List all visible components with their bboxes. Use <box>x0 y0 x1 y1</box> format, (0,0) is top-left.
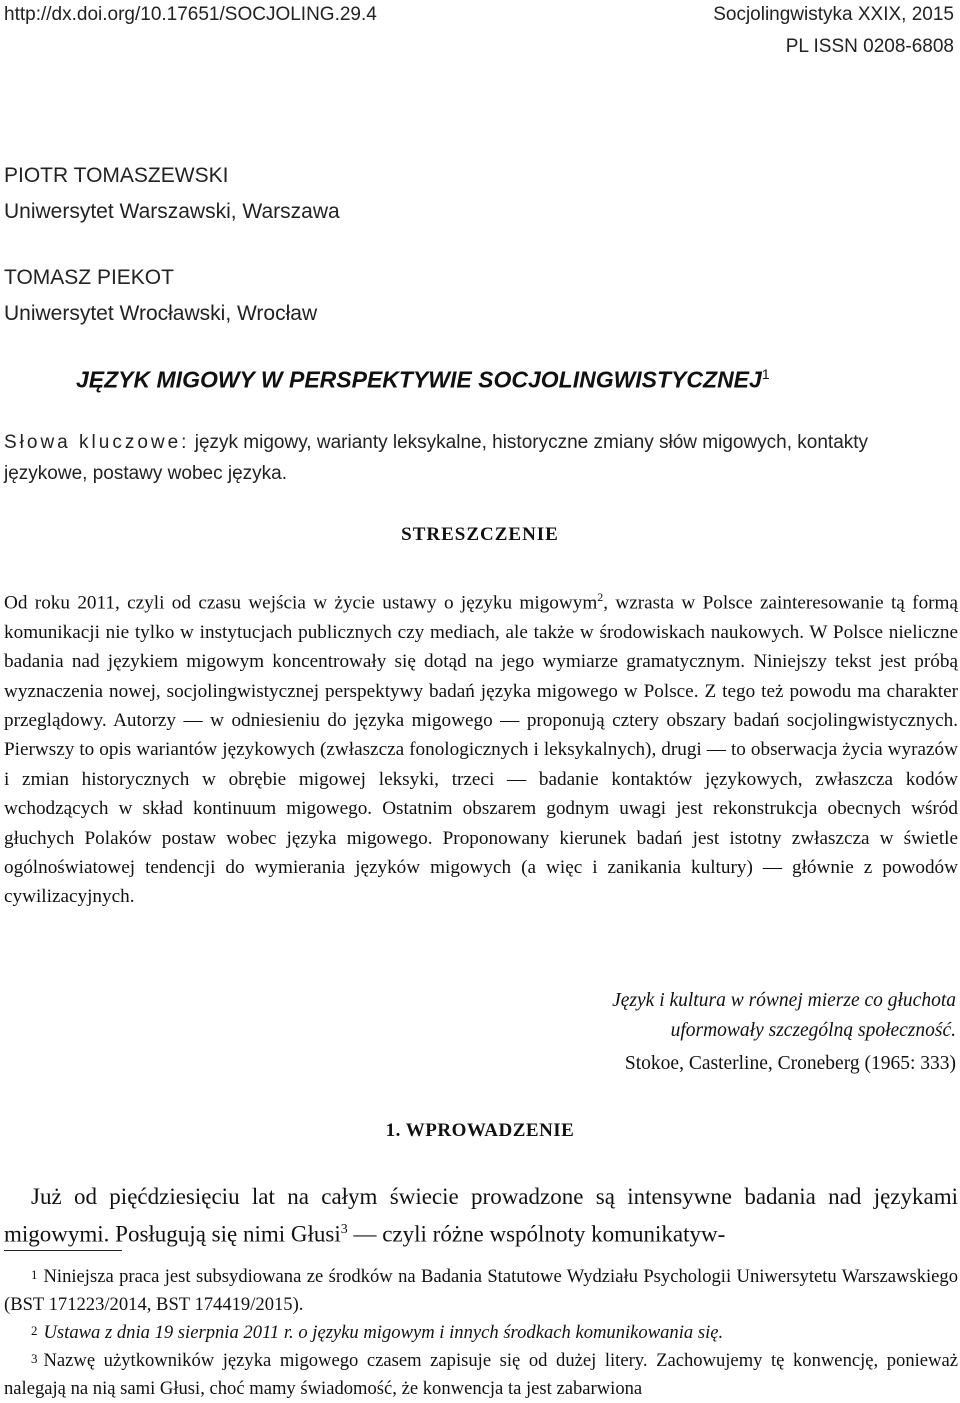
issn: PL ISSN 0208-6808 <box>785 36 954 57</box>
motto-line: Język i kultura w równej mierze co głuchota <box>612 990 956 1011</box>
footnote-mark[interactable]: 3 <box>340 1222 348 1237</box>
author-affiliation: Uniwersytet Warszawski, Warszawa <box>4 200 340 223</box>
abstract-text: Od roku 2011, czyli od czasu wejścia w życie ustawy o języku migowym$^2$, wzrasta w Polsce zainteresowanie tą formą komunikacji nie tylko w instytucjach publicznych czy mediach, ale także w środowiskach naukowych. W Polsce nieliczne badania nad językiem migowym koncentrowały się dotąd na jego wymiarze gramatycznym. Niniejszy tekst jest próbą wyznaczenia nowej, socjolingwistycznej perspektywy badań języka migowego w Polsce. Z tego też powodu ma charakter przeglądowy. Autorzy — w odniesieniu do języka migowego — proponują cztery obszary badań socjolingwistycznych. Pierwszy to opis wariantów językowych (zwłaszcza fonologicznych i leksykalnych), drugi — to obserwacja życia wyrazów i zmian historycznych w obrębie migowej leksyki, trzeci — badanie kontaktów językowych, zwłaszcza kodów wchodzących w skład kontinuum migowego. Ostatnim obszarem godnym uwagi jest rekonstrukcja obecnych wśród głuchych Polaków postaw wobec języka migowego. Proponowany kierunek badań jest istotny zwłaszcza w świetle ogólnoświatowej tendencji do wymierania języków migowych (a więc i zanikania kultury) — głównie z powodów cywilizacyjnych. <box>4 590 958 908</box>
footnote-mark[interactable]: 1 <box>761 366 770 382</box>
author-affiliation: Uniwersytet Wrocławski, Wrocław <box>4 302 318 325</box>
author-name: TOMASZ PIEKOT <box>4 266 174 289</box>
journal-info: Socjolingwistyka XXIX, 2015 <box>713 4 954 25</box>
footnote-number: 1 <box>31 1267 38 1282</box>
footnote: $^3$ Nazwę użytkowników języka migowego czasem zapisuje się od dużej litery. Zachowujemy tę konwencję, ponieważ nalegają na nią sami Głusi, choć mamy świadomość, że konwencja ta jest zabarwiona <box>4 1350 958 1399</box>
motto-quote <box>356 986 956 1046</box>
doi-link[interactable]: http://dx.doi.org/10.17651/SOCJOLING.29.4 <box>4 4 377 25</box>
keywords <box>4 427 956 489</box>
section-heading: 1. WPROWADZENIE <box>385 1120 575 1141</box>
footnote-mark[interactable]: 2 <box>597 590 604 604</box>
keywords-label: Słowa kluczowe: <box>4 432 190 453</box>
footnote-number: 2 <box>31 1323 38 1338</box>
abstract-heading: STRESZCZENIE <box>401 524 559 545</box>
motto-citation: Stokoe, Casterline, Croneberg (1965: 333) <box>624 1053 956 1074</box>
motto-line: uformowały szczególną społeczność. <box>670 1020 956 1041</box>
author-name: PIOTR TOMASZEWSKI <box>4 164 229 187</box>
keywords-text: język migowy, warianty leksykalne, historyczne zmiany słów migowych, kontakty językowe, postawy wobec języka. <box>4 432 869 484</box>
footnote-divider <box>4 1250 122 1251</box>
body-paragraph: Już od pięćdziesięciu lat na całym świecie prowadzone są intensywne badania nad językami migowymi. Posługują się nimi Głusi$^3$ — czyli różne wspólnoty komunikatyw- <box>4 1184 958 1247</box>
article-title: JĘZYK MIGOWY W PERSPEKTYWIE SOCJOLINGWISTYCZNEJ$^1$ <box>76 366 770 393</box>
footnote: $^1$ Niniejsza praca jest subsydiowana ze środków na Badania Statutowe Wydziału Psychologii Uniwersytetu Warszawskiego (BST 171223/2014, BST 174419/2015). <box>4 1266 958 1315</box>
footnote: $^2$ Ustawa z dnia 19 sierpnia 2011 r. o języku migowym i innych środkach komunikowania się. <box>31 1322 724 1343</box>
footnote-number: 3 <box>31 1351 38 1366</box>
